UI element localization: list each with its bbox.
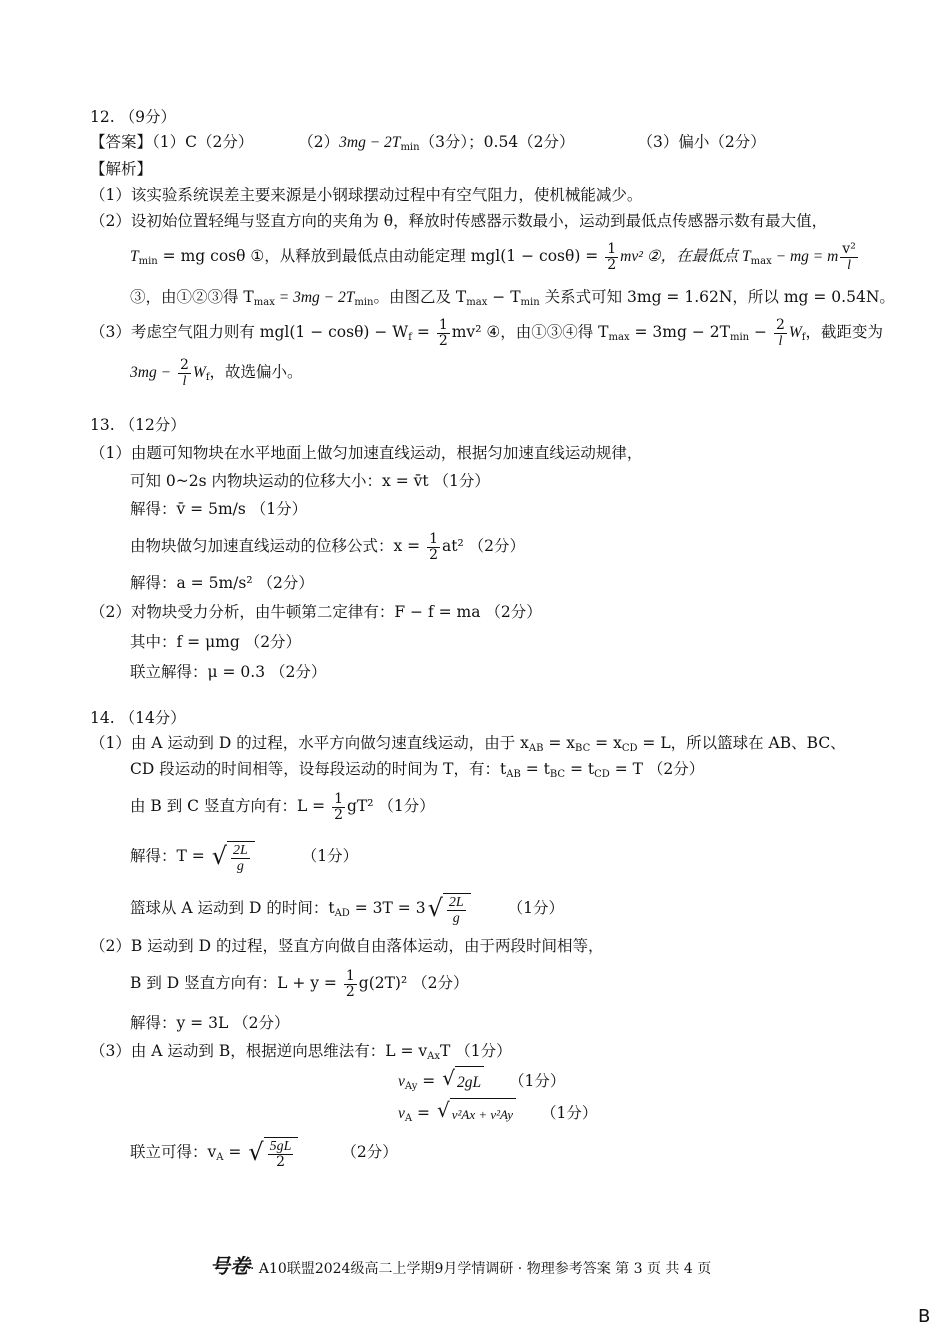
frac-den: l: [182, 373, 187, 389]
sub-AD: AD: [334, 908, 350, 919]
q13-line6: （2）对物块受力分析，由牛顿第二定律有：F − f = ma （2分）: [90, 603, 542, 621]
q14-line12: [130, 1130, 398, 1180]
fraction-half: [344, 969, 357, 1000]
fraction-half: [437, 318, 450, 349]
q12-l3-eq: − mg = m: [771, 248, 839, 265]
q12-ans-part3: （3）偏小（2分）: [637, 133, 766, 151]
q14-l12-eq: =: [223, 1143, 242, 1161]
q12-l3-mv: mv² ②，在最低点 T: [620, 248, 751, 265]
q14-line9: [90, 1040, 512, 1068]
frac-den: g: [236, 858, 244, 874]
q12-jiexi: 【解析】: [90, 160, 153, 178]
frac-num: 1: [334, 790, 344, 807]
q14-line5: [130, 886, 564, 936]
q14-l5-c: （1分）: [507, 899, 564, 917]
q13-line3: 解得：v̄ = 5m/s （1分）: [130, 500, 308, 518]
sub-f: f: [801, 332, 806, 343]
q14-l1-d: = L，所以篮球在 AB、BC、: [637, 734, 846, 752]
sqrt-vAx-vAy: [437, 1098, 516, 1130]
frac-num: 1: [429, 530, 439, 547]
q14-l1-b: = x: [543, 734, 576, 752]
q12-l5-a: （3）考虑空气阻力则有 mgl(1 − cosθ) − W: [90, 323, 409, 341]
q12-line6: [130, 352, 303, 398]
q12-line3: [130, 236, 860, 282]
sub-CD: CD: [621, 743, 638, 754]
sub-BC: BC: [549, 769, 566, 780]
q14-l10-v: v: [398, 1073, 405, 1090]
q12-l4-c: 。由图乙及 T: [373, 288, 467, 306]
frac-den: 2: [607, 256, 617, 273]
sub-Ay: Ay: [404, 1081, 418, 1092]
q14-l2-a: CD 段运动的时间相等，设每段运动的时间为 T，有：t: [130, 760, 507, 778]
q13-l4-b: at² （2分）: [442, 537, 526, 555]
q14-line4: [130, 834, 358, 878]
radical-icon: √: [248, 1137, 264, 1166]
sub-f: f: [408, 332, 412, 343]
q13-heading: 13. （12分）: [90, 416, 186, 434]
frac-den: 2: [334, 806, 344, 823]
q12-line1: （1）该实验系统误差主要来源是小钢球摆动过程中有空气阻力，使机械能减少。: [90, 186, 643, 204]
q12-ans-part2-label: （2）: [298, 133, 340, 151]
q12-l6-a: 3mg −: [130, 364, 172, 381]
q14-line10: [398, 1066, 565, 1102]
page-footer: [210, 1250, 711, 1279]
q12-l4-min2: min: [520, 297, 540, 308]
corner-mark: B: [918, 1306, 931, 1327]
q14-l7-b: g(2T)² （2分）: [358, 974, 469, 992]
frac-den: 2: [438, 332, 448, 349]
q14-l5-a: 篮球从 A 运动到 D 的时间：t: [130, 899, 335, 917]
q12-l4-min: min: [354, 297, 374, 308]
q14-l4-b: （1分）: [301, 847, 359, 865]
q14-line6: （2）B 运动到 D 的过程，竖直方向做自由落体运动，由于两段时间相等，: [90, 937, 604, 955]
q14-l9-b: T （1分）: [440, 1042, 512, 1060]
radical-icon: √: [436, 1098, 450, 1122]
fraction-half: [605, 242, 618, 273]
q14-l10-score: （1分）: [509, 1072, 566, 1090]
q12-l4-max2: max: [466, 297, 488, 308]
q13-line8: 联立解得：μ = 0.3 （2分）: [130, 663, 327, 681]
q12-l6-W: W: [192, 364, 206, 381]
frac-num: 1: [345, 967, 355, 984]
frac-den: l: [778, 333, 783, 349]
sub-A: A: [404, 1113, 413, 1124]
fraction-v2-l: [840, 242, 858, 273]
q12-l5-W: W: [788, 324, 802, 341]
q14-l11-eq: =: [412, 1104, 431, 1122]
q12-l5-c: mv² ④，由①③④得 T: [451, 323, 609, 341]
frac-num: 2L: [233, 842, 248, 858]
q12-l4-d: − T: [487, 288, 521, 306]
q12-ans-score: （3分）；0.54（2分）: [419, 133, 575, 151]
q12-answer-line: [90, 131, 766, 159]
q12-ans-part1: 【答案】（1）C（2分）: [90, 133, 254, 151]
q14-line1: [90, 732, 846, 760]
sub-Ax: Ax: [427, 1051, 440, 1062]
fraction-2-l: [178, 358, 191, 389]
frac-num: 1: [607, 240, 617, 257]
q14-l5-b: = 3T = 3: [349, 899, 426, 917]
q14-l1-c: = x: [590, 734, 622, 752]
q12-l4-a: ③，由①②③得 T: [130, 288, 254, 306]
frac-num: 2: [179, 356, 189, 373]
q14-l11-v: v: [398, 1105, 405, 1122]
q12-ans-expr: 3mg − 2T: [339, 134, 401, 151]
q14-line11: [398, 1098, 597, 1134]
frac-num: 2: [775, 316, 785, 333]
radical-icon: √: [427, 893, 443, 922]
sqrt-2gL: [442, 1066, 484, 1098]
q14-l1-a: （1）由 A 运动到 D 的过程，水平方向做匀速直线运动，由于 x: [90, 734, 529, 752]
q14-line2: [130, 758, 704, 786]
q12-l3-text: = mg cosθ ①，从释放到最低点由动能定理 mgl(1 − cosθ) =: [157, 247, 599, 265]
q13-line7: 其中：f = μmg （2分）: [130, 633, 302, 651]
frac-num: 2L: [448, 894, 464, 910]
frac-num: 5gL: [269, 1138, 292, 1154]
radical-icon: √: [442, 1066, 455, 1090]
logo: 号卷: [210, 1254, 250, 1278]
q14-l4-a: 解得：T =: [130, 847, 205, 865]
q14-l3-b: gT² （1分）: [347, 797, 435, 815]
sub-A: A: [216, 1152, 224, 1163]
sqrt-2L-over-g: [212, 841, 255, 874]
sub-BC: BC: [575, 743, 591, 754]
frac-den: 2: [429, 546, 439, 563]
frac-den: 2: [345, 983, 355, 1000]
q12-ans-min: min: [400, 142, 420, 153]
q12-l4-max: max: [253, 297, 275, 308]
q14-line7: [130, 963, 468, 1003]
q12-l5-g: ，截距变为: [805, 323, 884, 341]
q14-l12-score: （2分）: [341, 1143, 398, 1161]
frac-den: l: [847, 257, 851, 273]
q14-l3-a: 由 B 到 C 竖直方向有：L =: [130, 797, 326, 815]
q12-l3-max: max: [750, 256, 772, 267]
fraction-half: [332, 792, 345, 823]
q12-line4: [130, 286, 895, 314]
q14-l10-eq: =: [417, 1072, 436, 1090]
radical-icon: √: [211, 841, 227, 870]
q12-l5-b: =: [411, 323, 430, 341]
frac-den: g: [452, 910, 460, 926]
sub-f: f: [205, 372, 210, 383]
sqrt-content: 2gL: [455, 1066, 484, 1098]
q13-l4-a: 由物块做匀加速直线运动的位移公式：x =: [130, 537, 421, 555]
q12-l6-c: ，故选偏小。: [209, 363, 303, 381]
q12-line2: （2）设初始位置轻绳与竖直方向的夹角为 θ，释放时传感器示数最小，运动到最低点传感器示数有最大值，: [90, 212, 828, 230]
sub-max: max: [608, 332, 630, 343]
q12-l3-min: min: [138, 256, 158, 267]
q12-l4-e: 关系式可知 3mg = 1.62N，所以 mg = 0.54N。: [539, 288, 895, 306]
q14-l2-c: = t: [565, 760, 595, 778]
q14-line3: [130, 786, 435, 826]
sub-min: min: [729, 332, 750, 343]
q12-heading: 12. （9分）: [90, 108, 176, 126]
sqrt-5gL-over-2: [248, 1137, 298, 1170]
q12-l5-d: = 3mg − 2T: [629, 323, 730, 341]
sqrt-2L-over-g: [428, 893, 471, 926]
fraction-half: [427, 532, 440, 563]
frac-num: v²: [842, 240, 856, 257]
q13-line4: [130, 526, 525, 566]
q13-line5: 解得：a = 5m/s² （2分）: [130, 574, 314, 592]
sub-CD: CD: [594, 769, 610, 780]
sqrt-content: v²Ax + v²Ay: [450, 1098, 516, 1130]
q14-l12-a: 联立可得：v: [130, 1143, 217, 1161]
sub-AB: AB: [528, 743, 544, 754]
q14-line8: 解得：y = 3L （2分）: [130, 1014, 290, 1032]
frac-den: 2: [276, 1153, 286, 1170]
sub-AB: AB: [506, 769, 521, 780]
q12-l5-e: −: [749, 323, 768, 341]
q13-line2: 可知 0~2s 内物块运动的位移大小：x = v̄t （1分）: [130, 472, 490, 490]
q13-line1: （1）由题可知物块在水平地面上做匀加速直线运动，根据匀加速直线运动规律，: [90, 444, 643, 462]
q12-l4-b: = 3mg − 2T: [274, 289, 355, 306]
q14-l2-b: = t: [520, 760, 550, 778]
footer-text: · A10联盟2024级高二上学期9月学情调研 · 物理参考答案 第 3 页 共 4 页: [250, 1261, 712, 1277]
q14-l9-a: （3）由 A 运动到 B，根据逆向思维法有：L = v: [90, 1042, 428, 1060]
q14-l7-a: B 到 D 竖直方向有：L + y =: [130, 974, 337, 992]
q12-l3-T: T: [130, 248, 139, 265]
q14-heading: 14. （14分）: [90, 709, 186, 727]
q14-l2-d: = T （2分）: [609, 760, 705, 778]
frac-num: 1: [438, 316, 448, 333]
fraction-2-l: [774, 318, 787, 349]
q14-l11-score: （1分）: [540, 1104, 598, 1122]
